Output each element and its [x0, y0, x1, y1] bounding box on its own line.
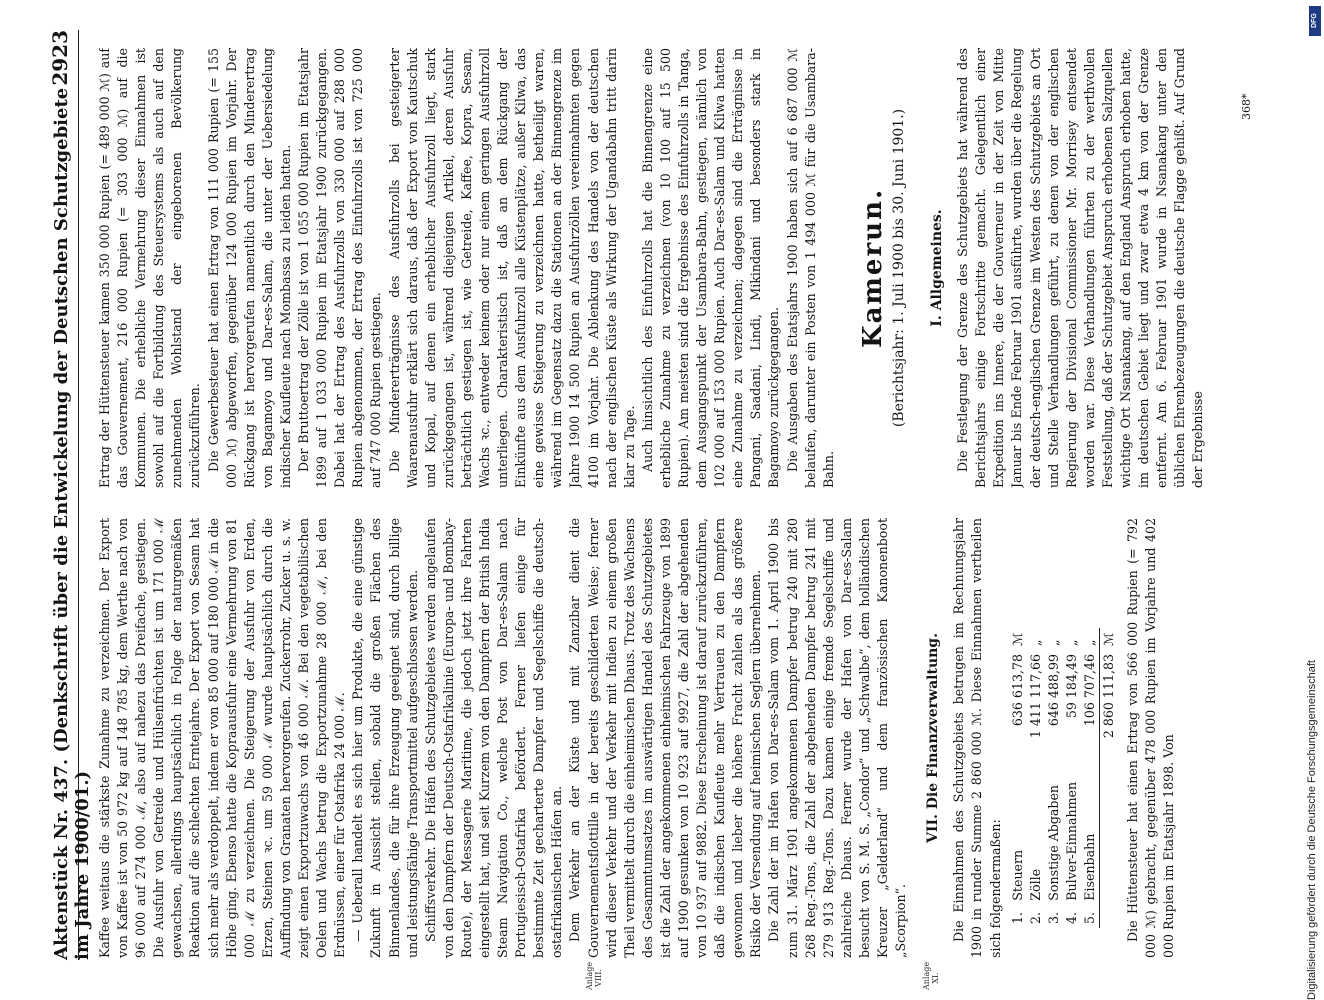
section-heading: I. Allgemeines. [929, 209, 946, 327]
paragraph: Die Festlegung der Grenze des Schutzgebiets hat während des Berichtsjahrs einige Fortschritte gemacht. Gelegentlich einer Expedition ins Innere, die der Gouverneur in der Zeit von Mitte Januar bis Ende Februar 1901 ausführte, wurden über die Regelung der deutsch-englischen Grenze im Westen des Schutzgebiets an Ort und Stelle Verhandlungen geführt, zu denen von der englischen Regierung der Divisional Commissioner Mr. Morrisey entsendet worden war. Diese Verhandlungen führten zu der werthvollen Feststellung, daß der Schutzgebiet Anspruch erhobenen Salzquellen wichtige Ort Nsanakang, auf den England Anspruch erhoben hatte, im deutschen Gebiet liegt und zwar etwa 4 km von der Grenze entfernt. Am 6. Februar 1901 wurde in Nsanakang unter den üblichen Ehrenbezeugungen die deutsche Flagge gehißt. Auf Grund der Ergebnisse [955, 48, 1206, 488]
table-cell-empty [1099, 757, 1118, 905]
page-header [48, 30, 93, 960]
paragraph: Auch hinsichtlich des Einfuhrzolls hat die Binnengrenze eine erhebliche Zunahme zu verzeichnen (von 10 100 auf 15 500 Rupien). Am meisten sind die Ergebnisse des Einfuhrzolls in Tanga, dem Ausgangspunkt der Usambara-Bahn, gestiegen, nämlich von 102 000 auf 153 000 Rupien. Auch Dar-es-Salam und Kilwa hatten eine Zunahme zu verzeichnen; dagegen sind die Erträgnisse in Pangani, Saadani, Lindi, Mikindani und besonders stark in Bagamoyo zurückgegangen. [639, 48, 782, 488]
table-cell-amount: 1 411 117,66 [1027, 654, 1043, 739]
table-cell-unit: „ [1027, 639, 1043, 646]
paragraph: Die Einnahmen des Schutzgebiets betrugen im Rechnungsjahr 1900 in runder Summe 2 860 000 ℳ. Diese Einnahmen vertheilen sich folgendermaßen: [951, 518, 1003, 958]
table-cell-n: 4. [1063, 911, 1079, 924]
income-table [1009, 628, 1118, 928]
table-cell-label: Eisenbahn [1081, 833, 1097, 901]
table-cell-unit: „ [1045, 639, 1061, 646]
paragraph: Die Hüttensteuer hat einen Ertrag von 566 000 Rupien (= 792 000 ℳ) gebracht, gegenüber 478 000 Rupien im Vorjahre und 402 000 Rupien im Etatsjahr 1898. Von [1124, 518, 1176, 958]
table-cell-n: 3. [1045, 911, 1061, 924]
digitization-note: Digitalisierung gefördert durch die Deutsche Forschungsgemeinschaft [1306, 660, 1318, 1000]
table-cell-amount: 59 184,49 [1063, 654, 1079, 719]
signature-mark: 368* [1240, 93, 1253, 120]
table-row [1081, 628, 1100, 928]
table-row [1063, 628, 1081, 928]
table-cell-n: 5. [1081, 911, 1097, 924]
table-cell-unit: ℳ [1009, 632, 1025, 646]
table-cell-amount: 646 488,99 [1045, 654, 1061, 727]
dfg-logo-icon: DFG [1309, 6, 1321, 36]
margin-note-anlage-xi: Anlage XI. [922, 961, 940, 990]
paragraph: Dem Verkehr an der Küste und mit Zanzibar dient die Gouvernementsflottille in der bereits geschilderten Weise; ferner wird dieser Verkehr und der Verkehr mit Indien zu einem großen Theil vermittelt durch die einheimischen Dhaus. Trotz des Wachsens des Gesammtumsatzes im auswärtigen Handel des Schutzgebietes ist die Zahl der angekommenen einheimischen Fahrzeuge von 1899 auf 1900 gesunken von 10 923 auf 9927, die Zahl der abgehenden von 10 937 auf 9882. Diese Erscheinung ist darauf zurückzuführen, daß die indischen Kaufleute mehr Vertrauen zu den Dampfern gewonnen und lieber die höhere Fracht zahlen als das größere Risiko der Versendung auf heimischen Seglern übernehmen. [567, 518, 764, 958]
total-unit: ℳ [1099, 628, 1118, 650]
margin-note-anlage-viii: Anlage VIII. [585, 961, 603, 990]
paragraph: Schiffsverkehr. Die Häfen des Schutzgebietes werden angelaufen von den Dampfern der Deutsch-Ostafrikalinie (Europa- und Bombay-Route), der Messagerie Maritime, die jedoch jetzt ihre Fahrten eingestellt hat, und seit Kurzem von den Dampfern der British India Steam Navigation Co., welche Post von Dar-es-Salam nach Portugiesisch-Ostafrika befördert. Ferner liefen einige für bestimmte Zeit gecharterte Dampfer und Segelschiffe die deutsch-ostafrikanischen Häfen an. [422, 518, 565, 958]
paragraph: — Ueberall handelt es sich hier um Produkte, die eine günstige Zukunft in Aussicht stellen, sobald die großen Flächen des Binnenlandes, die für ihre Erzeugung geeignet sind, durch billige und leistungsfähige Transportmittel aufgeschlossen werden. [350, 518, 420, 958]
table-cell-n: 1. [1009, 911, 1025, 924]
chapter-title: Kamerun. [857, 187, 888, 349]
table-cell-label: Sonstige Abgaben [1045, 784, 1061, 901]
right-column [96, 48, 1226, 488]
table-cell-unit: „ [1081, 639, 1097, 646]
paragraph: Die Zahl der im Hafen von Dar-es-Salam vom 1. April 1900 bis zum 31. März 1901 angekommenen Dampfer betrug 240 mit 280 268 Reg.-Tons, die Zahl der abgehenden Dampfer betrug 241 mit 279 913 Reg.-Tons. Dazu kamen einige fremde Segelschiffe und zahlreiche Dhaus. Ferner wurde der Hafen von Dar-es-Salam besucht von S. M. S. „Condor“ und „Schwalbe“, dem holländischen Kreuzer „Gelderland“ und dem französischen Kanonenboot „Scorpion“. [766, 518, 909, 958]
table-cell-amount: 636 613,78 [1009, 654, 1025, 727]
paragraph: Die Ausgaben des Etatsjahrs 1900 haben sich auf 6 687 000 ℳ belaufen, darunter ein Posten von 1 494 000 ℳ für die Usambara-Bahn. [784, 48, 836, 488]
chapter-subtitle: (Berichtsjahr: 1. Juli 1900 bis 30. Juni 1901.) [890, 108, 907, 428]
table-row [1009, 628, 1027, 928]
paragraph: Ertrag der Hüttensteuer kamen 350 000 Rupien (= 489 000 ℳ) auf das Gouvernement, 216 000 Rupien (= 303 000 ℳ) auf die Kommunen. Die erhebliche Vermehrung dieser Einnahmen ist sowohl auf die Fortbildung des Steuersystems als auch auf den zunehmenden Wohlstand der eingeborenen Bevölkerung zurückzuführen. [97, 48, 203, 488]
table-cell-unit: „ [1063, 639, 1079, 646]
paragraph: Die Mindererträgnisse des Ausfuhrzolls bei gesteigerter Waarenausfuhr erklärt sich daraus, daß der Export von Kautschuk und Kopal, auf denen ein erheblicher Ausfuhrzoll liegt, stark zurückgegangen ist, während diejenigen Artikel, deren Ausfuhr beträchtlich gestiegen ist, wie Getreide, Kaffee, Kopra, Sesam, Wachs ꝛc., entweder keinem oder nur einem geringen Ausfuhrzoll unterliegen. Charakteristisch ist, daß an dem Rückgang der Einkünfte aus dem Ausfuhrzoll alle Küstenplätze, außer Kilwa, das eine gewisse Steigerung zu verzeichnen hatte, betheiligt waren, während im Gegensatz dazu die Stationen an der Binnengrenze im Jahre 1900 14 500 Rupien an Ausfuhrzöllen vereinnahmten gegen 4100 im Vorjahr. Die Ablenkung des Handels von der deutschen nach der englischen Küste als Wirkung der Ugandabahn tritt darin klar zu Tage. [386, 48, 637, 488]
table-row [1027, 628, 1045, 928]
table-cell-amount: 106 707,46 [1081, 654, 1097, 727]
running-head: Aktenstück Nr. 437. (Denkschrift über die Entwickelung der Deutschen Schutzgebiete im Jahre 1900/01.) [51, 87, 93, 960]
table-cell-label: Bulver-Einnahmen [1063, 781, 1079, 901]
table-cell-label: Steuern [1009, 849, 1025, 901]
page-number: 2923 [48, 30, 72, 86]
table-total-row [1099, 628, 1118, 928]
table-cell-n: 2. [1027, 911, 1043, 924]
table-row [1045, 628, 1063, 928]
total-amount: 2 860 111,83 [1099, 650, 1118, 757]
paragraph: Kaffee weitaus die stärkste Zunahme zu verzeichnen. Der Export von Kaffee ist von 50 972 kg auf 148 785 kg, dem Werthe nach von 96 000 auf 274 000 ℳ, also auf nahezu das Dreifache, gestiegen. Die Ausfuhr von Getreide und Hülsenfrüchten ist um 171 000 ℳ gewachsen, allerdings hauptsächlich in Folge der naturgemäßen Reaktion auf die schlechten Erntejahre. Der Export von Sesam hat sich mehr als verdoppelt, indem er von 85 000 auf 180 000 ℳ in die Höhe ging. Ebenso hatte die Kopraausfuhr eine Vermehrung von 81 000 ℳ zu verzeichnen. Die Steigerung der Ausfuhr von Erden, Erzen, Steinen ꝛc. um 59 000 ℳ wurde hauptsächlich durch die Auffindung von Granaten hervorgerufen. Zuckerrohr, Zucker u. s. w. zeigt einen Exportzuwachs von 46 000 ℳ. Bei den vegetabilischen Oelen und Wachs betrug die Exportzunahme 28 000 ℳ, bei den Erdnüssen, einer für Ostafrika 24 000 ℳ. [97, 518, 348, 958]
table-cell-empty [1099, 905, 1118, 928]
section-heading: VII. Die Finanzverwaltung. [925, 633, 942, 843]
paragraph: Die Gewerbesteuer hat einen Ertrag von 111 000 Rupien (= 155 000 ℳ) abgeworfen, gegenüber 124 000 Rupien im Vorjahr. Der Rückgang ist hervorgerufen namentlich durch den Minderertrag von Bagamoyo und Dar-es-Salam, die unter der Uebersiedelung indischer Kaufleute nach Mombassa zu leiden hatten. [205, 48, 293, 488]
table-cell-label: Zölle [1027, 868, 1043, 901]
left-column [96, 518, 1226, 958]
paragraph: Der Bruttoertrag der Zölle ist von 1 055 000 Rupien im Etatsjahr 1899 auf 1 033 000 Rupien im Etatsjahr 1900 zurückgegangen. Dabei hat der Ertrag des Ausfuhrzolls von 330 000 auf 288 000 Rupien abgenommen, der Ertrag des Einfuhrzolls ist von 725 000 auf 747 000 Rupien gestiegen. [296, 48, 384, 488]
